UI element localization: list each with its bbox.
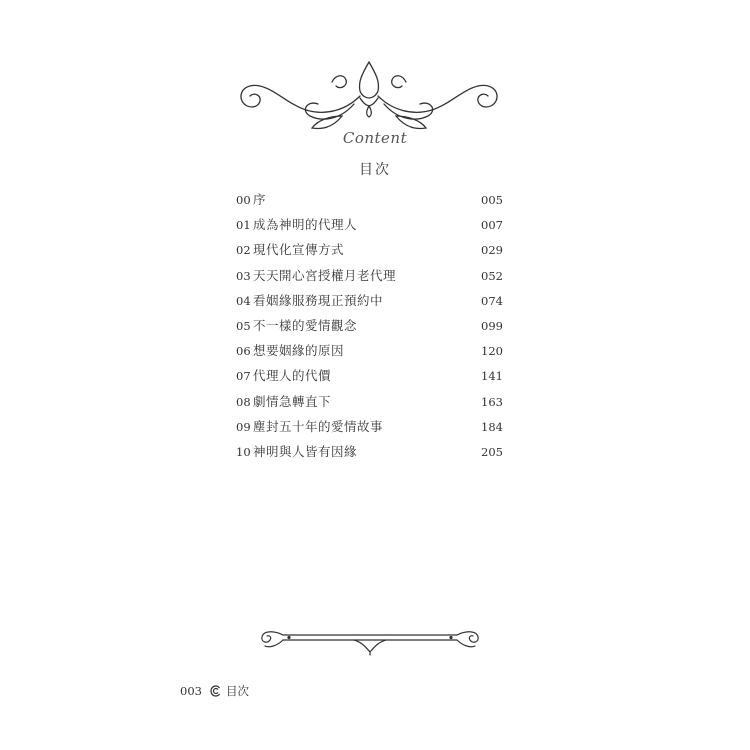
page-number: 052 <box>481 268 503 283</box>
chapter-title: 神明與人皆有因緣 <box>253 443 358 459</box>
chapter-title: 序 <box>253 192 267 207</box>
page-number: 120 <box>481 344 503 359</box>
page-number: 141 <box>481 369 503 384</box>
page-number: 184 <box>481 419 503 434</box>
chapter-number: 06 <box>236 344 251 359</box>
toc-row[interactable] <box>236 215 503 240</box>
page-number: 074 <box>481 293 503 308</box>
chapter-number: 02 <box>236 243 251 258</box>
chapter-number: 07 <box>236 369 251 384</box>
chapter-number: 10 <box>236 444 251 459</box>
toc-row[interactable] <box>236 392 503 417</box>
page-number: 163 <box>481 394 503 409</box>
toc-row[interactable] <box>236 291 503 316</box>
folio-number: 003 <box>180 684 202 698</box>
chapter-number: 04 <box>236 293 251 308</box>
page-number: 029 <box>481 243 503 258</box>
toc-row[interactable] <box>236 316 503 341</box>
page-number: 005 <box>481 193 503 207</box>
section-name: 目次 <box>225 684 249 698</box>
chapter-number: 05 <box>236 318 251 333</box>
chapter-title: 想要姻緣的原因 <box>253 343 345 359</box>
chapter-number: 09 <box>236 419 251 434</box>
chapter-title: 劇情急轉直下 <box>253 393 332 409</box>
chapter-title: 天天開心宮授權月老代理 <box>253 267 397 283</box>
chapter-title: 成為神明的代理人 <box>253 217 358 233</box>
toc-row[interactable] <box>236 341 503 366</box>
page-footer <box>180 683 249 699</box>
page-number: 099 <box>481 318 503 333</box>
toc-row[interactable] <box>236 266 503 291</box>
chapter-title: 不一樣的愛情觀念 <box>253 317 358 333</box>
toc-row[interactable] <box>236 190 503 215</box>
chapter-number: 03 <box>236 268 251 283</box>
page-title: 目次 <box>359 162 391 178</box>
bottom-rule-ornament <box>259 628 481 656</box>
page-number: 205 <box>481 444 503 459</box>
section-mark-icon <box>210 685 222 697</box>
top-flourish-ornament <box>236 60 502 136</box>
toc-row[interactable] <box>236 417 503 442</box>
chapter-title: 現代化宣傳方式 <box>253 242 345 258</box>
chapter-title: 塵封五十年的愛情故事 <box>253 418 384 434</box>
chapter-number: 01 <box>236 218 251 233</box>
page-number: 007 <box>481 218 503 233</box>
toc-row[interactable] <box>236 366 503 391</box>
table-of-contents <box>236 190 503 467</box>
chapter-number: 00 <box>236 193 251 207</box>
chapter-title: 看姻緣服務現正預約中 <box>253 292 384 308</box>
heading-script: Content <box>342 129 408 147</box>
chapter-title: 代理人的代價 <box>253 368 332 384</box>
chapter-number: 08 <box>236 394 251 409</box>
toc-row[interactable] <box>236 240 503 265</box>
toc-row[interactable] <box>236 442 503 467</box>
